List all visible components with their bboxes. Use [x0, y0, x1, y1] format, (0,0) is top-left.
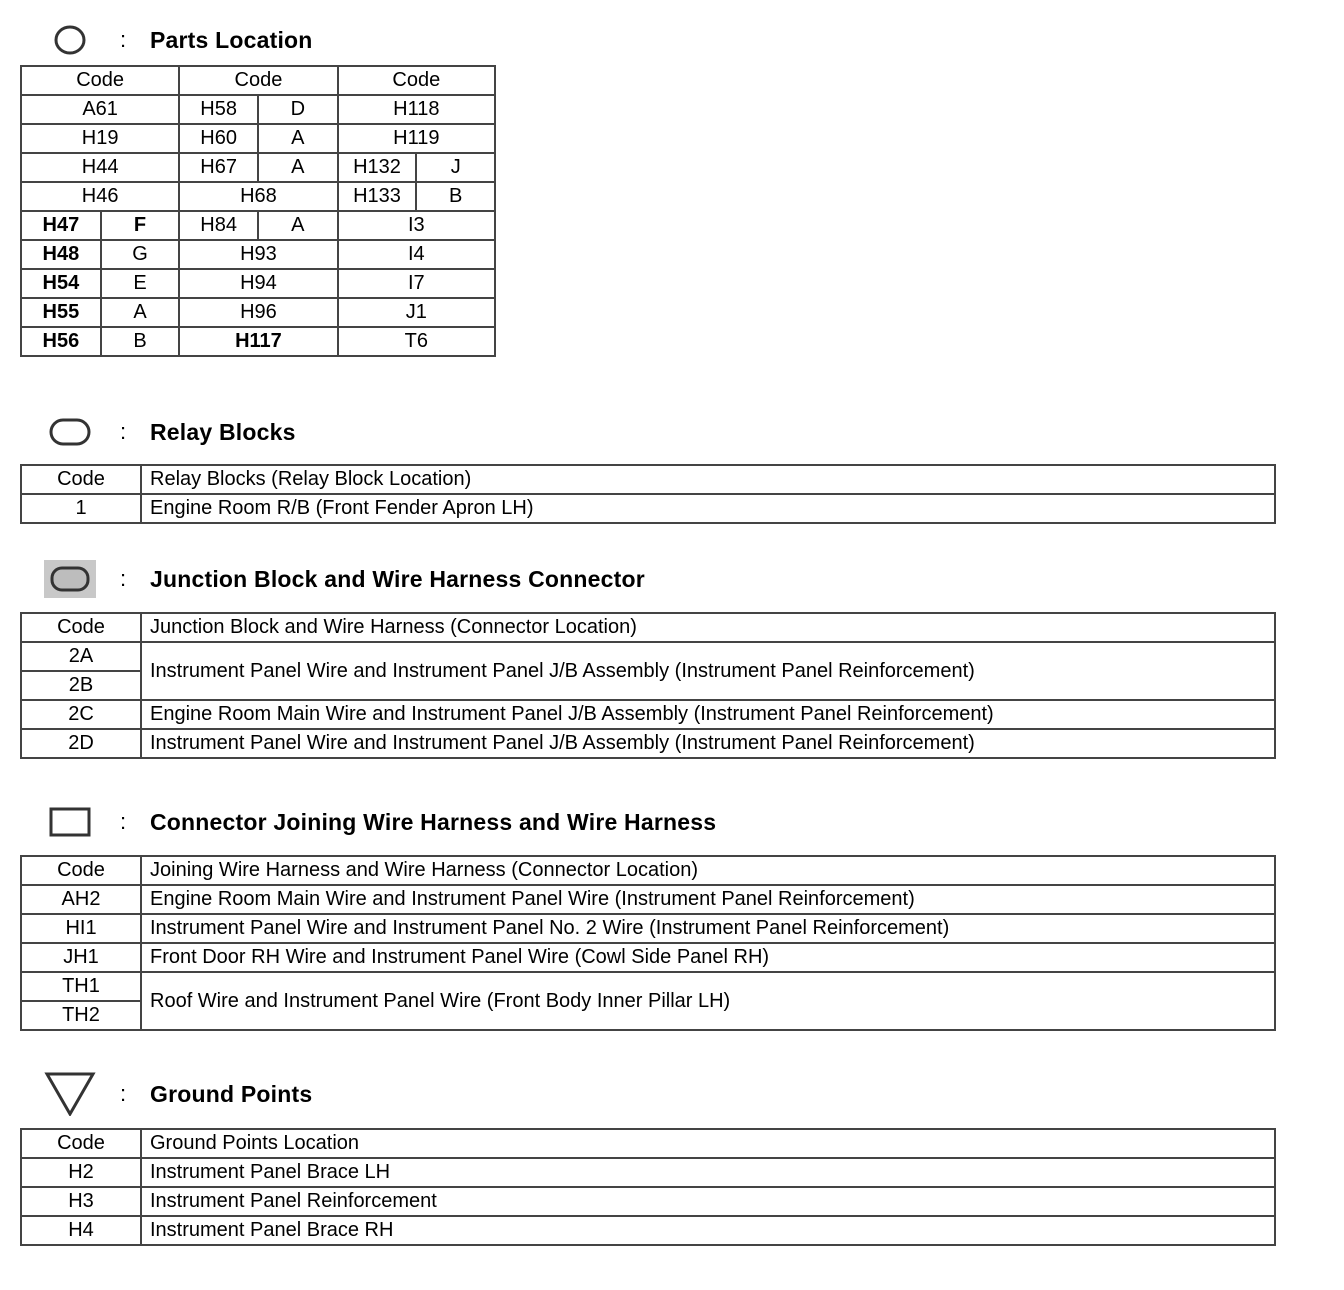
table-row — [21, 153, 495, 182]
code-cell: H58 — [179, 95, 258, 124]
sub-cell: G — [101, 240, 180, 269]
desc-cell: Instrument Panel Brace RH — [141, 1216, 1275, 1245]
code-cell: 2D — [21, 729, 141, 758]
table-row — [21, 972, 1275, 1001]
table-row — [21, 327, 495, 356]
sub-cell: F — [101, 211, 180, 240]
colon: : — [120, 566, 127, 591]
table-row — [21, 182, 495, 211]
code-cell: H3 — [21, 1187, 141, 1216]
table-row — [21, 885, 1275, 914]
column-header: Relay Blocks (Relay Block Location) — [141, 465, 1275, 494]
code-cell: H67 — [179, 153, 258, 182]
section-title: Parts Location — [150, 26, 313, 53]
desc-cell: Instrument Panel Wire and Instrument Panel J/B Assembly (Instrument Panel Reinforcement) — [141, 642, 1275, 700]
table-header-row — [21, 1129, 1275, 1158]
table-row — [21, 211, 495, 240]
desc-cell: Instrument Panel Brace LH — [141, 1158, 1275, 1187]
table-row — [21, 1187, 1275, 1216]
desc-cell: Engine Room Main Wire and Instrument Panel J/B Assembly (Instrument Panel Reinforcement) — [141, 700, 1275, 729]
code-cell: TH2 — [21, 1001, 141, 1030]
sub-cell: D — [258, 95, 338, 124]
column-header: Code — [21, 1129, 141, 1158]
ground-points-heading — [40, 1074, 312, 1114]
code-cell: H56 — [21, 327, 101, 356]
table-header-row — [21, 66, 495, 95]
relay-blocks-heading — [40, 412, 296, 452]
code-cell: H84 — [179, 211, 258, 240]
junction-block-heading — [40, 559, 645, 599]
code-cell: H55 — [21, 298, 101, 327]
column-header: Junction Block and Wire Harness (Connector Location) — [141, 613, 1275, 642]
parts-location-table — [20, 65, 496, 357]
code-cell: AH2 — [21, 885, 141, 914]
code-cell: JH1 — [21, 943, 141, 972]
code-cell: HI1 — [21, 914, 141, 943]
code-cell: H96 — [179, 298, 337, 327]
square-icon — [40, 802, 100, 842]
code-cell: H60 — [179, 124, 258, 153]
code-cell: 2B — [21, 671, 141, 700]
sub-cell: B — [101, 327, 180, 356]
junction-block-table — [20, 612, 1276, 759]
table-row — [21, 1158, 1275, 1187]
colon: : — [120, 419, 127, 444]
column-header: Code — [21, 856, 141, 885]
code-cell: H132 — [338, 153, 417, 182]
section-title: Junction Block and Wire Harness Connector — [150, 565, 645, 592]
code-cell: H68 — [179, 182, 337, 211]
table-row — [21, 943, 1275, 972]
table-row — [21, 124, 495, 153]
desc-cell: Engine Room R/B (Front Fender Apron LH) — [141, 494, 1275, 523]
code-cell: H19 — [21, 124, 179, 153]
colon: : — [120, 27, 127, 52]
rounded-rect-icon — [40, 412, 100, 452]
column-header: Code — [179, 66, 337, 95]
desc-cell: Engine Room Main Wire and Instrument Panel Wire (Instrument Panel Reinforcement) — [141, 885, 1275, 914]
ground-points-table — [20, 1128, 1276, 1246]
column-header: Code — [21, 66, 179, 95]
section-title: Relay Blocks — [150, 418, 296, 445]
circle-icon — [40, 20, 100, 60]
colon: : — [120, 1081, 127, 1106]
code-cell: H44 — [21, 153, 179, 182]
sub-cell: A — [258, 124, 338, 153]
desc-cell: Instrument Panel Wire and Instrument Panel J/B Assembly (Instrument Panel Reinforcement) — [141, 729, 1275, 758]
table-row — [21, 700, 1275, 729]
table-row — [21, 269, 495, 298]
triangle-down-icon — [40, 1074, 100, 1114]
table-row — [21, 1216, 1275, 1245]
sub-cell: E — [101, 269, 180, 298]
code-cell: H133 — [338, 182, 417, 211]
code-cell: J1 — [338, 298, 495, 327]
desc-cell: Front Door RH Wire and Instrument Panel Wire (Cowl Side Panel RH) — [141, 943, 1275, 972]
sub-cell: B — [416, 182, 495, 211]
column-header: Joining Wire Harness and Wire Harness (Connector Location) — [141, 856, 1275, 885]
code-cell: A61 — [21, 95, 179, 124]
table-header-row — [21, 613, 1275, 642]
code-cell: I3 — [338, 211, 495, 240]
column-header: Code — [21, 465, 141, 494]
code-cell: 2A — [21, 642, 141, 671]
sub-cell: J — [416, 153, 495, 182]
code-cell: H94 — [179, 269, 337, 298]
desc-cell: Instrument Panel Wire and Instrument Panel No. 2 Wire (Instrument Panel Reinforcement) — [141, 914, 1275, 943]
table-row — [21, 298, 495, 327]
code-cell: 2C — [21, 700, 141, 729]
connector-joining-heading — [40, 802, 716, 842]
table-row — [21, 642, 1275, 671]
code-cell: T6 — [338, 327, 495, 356]
connector-joining-table — [20, 855, 1276, 1031]
table-header-row — [21, 856, 1275, 885]
code-cell: TH1 — [21, 972, 141, 1001]
table-row — [21, 240, 495, 269]
table-row — [21, 494, 1275, 523]
code-cell: H46 — [21, 182, 179, 211]
desc-cell: Instrument Panel Reinforcement — [141, 1187, 1275, 1216]
code-cell: H117 — [179, 327, 337, 356]
colon: : — [120, 809, 127, 834]
code-cell: H47 — [21, 211, 101, 240]
section-title: Ground Points — [150, 1080, 313, 1107]
code-cell: H118 — [338, 95, 495, 124]
table-row — [21, 95, 495, 124]
table-header-row — [21, 465, 1275, 494]
relay-blocks-table — [20, 464, 1276, 524]
desc-cell: Roof Wire and Instrument Panel Wire (Front Body Inner Pillar LH) — [141, 972, 1275, 1030]
shaded-rounded-rect-icon — [40, 559, 100, 599]
code-cell: H54 — [21, 269, 101, 298]
code-cell: H48 — [21, 240, 101, 269]
code-cell: I7 — [338, 269, 495, 298]
code-cell: H2 — [21, 1158, 141, 1187]
code-cell: I4 — [338, 240, 495, 269]
column-header: Ground Points Location — [141, 1129, 1275, 1158]
code-cell: H93 — [179, 240, 337, 269]
sub-cell: A — [258, 211, 338, 240]
column-header: Code — [338, 66, 495, 95]
parts-location-heading — [40, 20, 313, 60]
column-header: Code — [21, 613, 141, 642]
code-cell: 1 — [21, 494, 141, 523]
sub-cell: A — [101, 298, 180, 327]
code-cell: H119 — [338, 124, 495, 153]
section-title: Connector Joining Wire Harness and Wire Harness — [150, 808, 717, 835]
table-row — [21, 914, 1275, 943]
table-row — [21, 729, 1275, 758]
code-cell: H4 — [21, 1216, 141, 1245]
sub-cell: A — [258, 153, 338, 182]
